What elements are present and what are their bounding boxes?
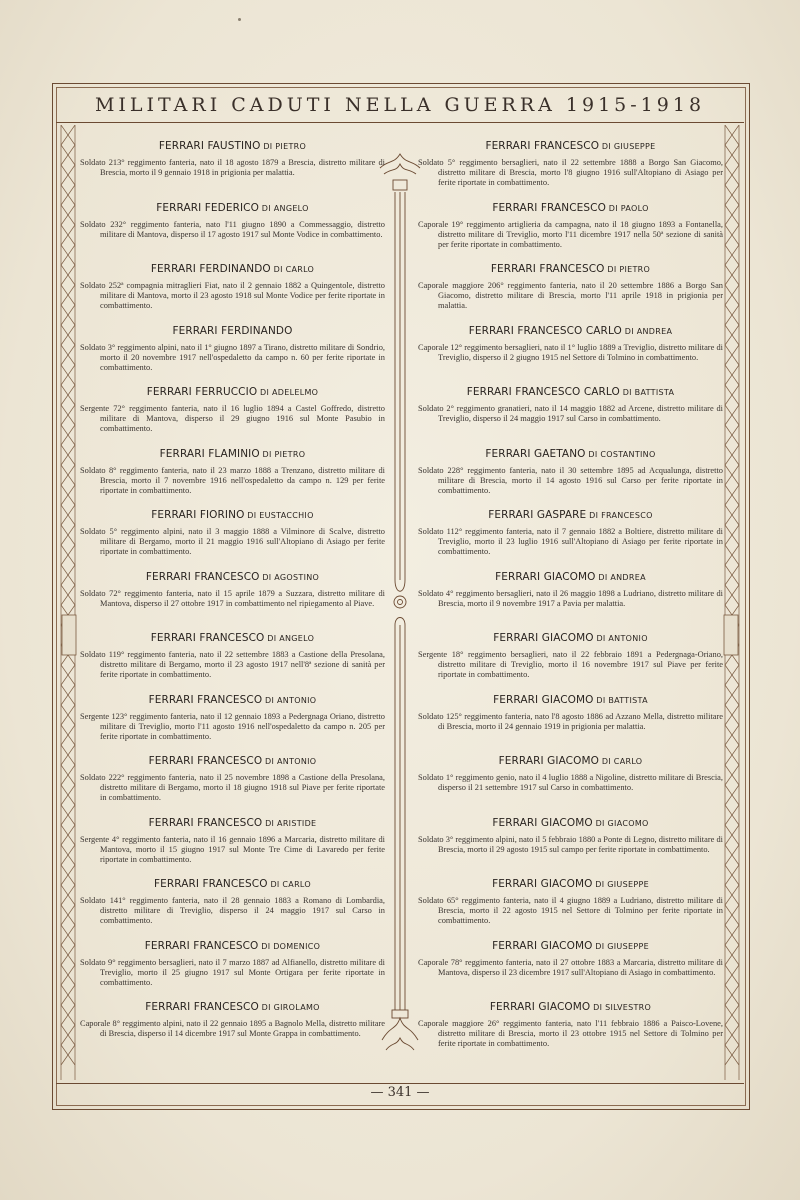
soldier-name — [80, 817, 385, 829]
soldier-entry — [418, 694, 723, 732]
soldier-entry — [418, 1001, 723, 1049]
soldier-name — [80, 878, 385, 890]
soldier-record-text — [418, 343, 723, 363]
soldier-record-text — [80, 650, 385, 680]
soldier-patronym: DI PAOLO — [605, 203, 649, 213]
soldier-name — [418, 386, 723, 398]
soldier-surname-given: FERRARI FRANCESCO — [485, 140, 600, 152]
soldier-record-text — [418, 589, 723, 609]
soldier-record-text — [418, 527, 723, 557]
soldier-entry — [80, 694, 385, 742]
soldier-entry — [80, 755, 385, 803]
soldier-name — [418, 571, 723, 583]
soldier-record-body: Soldato 2° reggimento granatieri, nato il 14 maggio 1882 ad Arcene, distretto militare di Treviglio, disperso il 24 maggio 1917 sul Carso in combattimento. — [418, 404, 723, 423]
soldier-record-body: Soldato 72° reggimento fanteria, nato il 15 aprile 1879 a Suzzara, distretto militare di Mantova, disperso il 27 ottobre 1917 in combattimento nel ripiegamento al Piave. — [80, 588, 385, 608]
footer-rule — [56, 1083, 744, 1084]
soldier-surname-given: FERRARI FEDERICO — [156, 201, 259, 214]
soldier-record-body: Soldato 119° reggimento fanteria, nato il 22 settembre 1883 a Castione della Presolana, distretto militare di Bergamo, morto il 23 agosto 1917 nell'8ª sezione di sanità per ferite riportate in combattimento. — [80, 650, 385, 679]
soldier-record-body: Soldato 5° reggimento alpini, nato il 3 maggio 1888 a Vilminore di Scalve, distretto militare di Bergamo, morto il 21 maggio 1916 sull'Altopiano di Asiago per ferite riportate in combattimento. — [80, 527, 385, 556]
soldier-record-body: Sergente 4° reggimento fanteria, nato il 16 gennaio 1896 a Marcaria, distretto militare di Mantova, morto il 15 giugno 1917 sul Monte Tre Cime di Lavaredo per ferite riportate in combattimento. — [80, 834, 385, 864]
soldier-surname-given: FERRARI FRANCESCO — [490, 263, 605, 275]
soldier-record-text — [418, 1019, 723, 1049]
soldier-record-body: Soldato 125° reggimento fanteria, nato l'8 agosto 1886 ad Azzano Mella, distretto militare di Brescia, morto il 24 gennaio 1919 in prigionia per malattia. — [418, 711, 723, 731]
soldier-name — [80, 386, 385, 398]
soldier-surname-given: FERRARI FERDINANDO — [172, 324, 293, 337]
soldier-surname-given: FERRARI FRANCESCO — [153, 878, 268, 890]
soldier-surname-given: FERRARI FRANCESCO — [144, 939, 259, 952]
soldier-surname-given: FERRARI FERRUCCIO — [146, 386, 258, 398]
soldier-entry — [418, 448, 723, 496]
soldier-patronym: DI FRANCESCO — [586, 511, 653, 520]
title-rule — [56, 122, 744, 123]
soldier-surname-given: FERRARI FAUSTINO — [158, 140, 261, 152]
soldier-record-text — [80, 958, 385, 988]
soldier-name — [80, 694, 385, 706]
soldier-patronym: DI GIACOMO — [592, 818, 649, 828]
soldier-surname-given: FERRARI FRANCESCO — [148, 816, 263, 829]
soldier-patronym: DI ARISTIDE — [262, 818, 317, 828]
soldier-record-text — [80, 773, 385, 803]
soldier-entry — [418, 263, 723, 311]
soldier-record-body: Soldato 65° reggimento fanteria, nato il 4 giugno 1889 a Ludriano, distretto militare di Brescia, morto il 22 agosto 1915 nel Settore di Tolmino per ferite riportate in combattimento. — [418, 896, 723, 925]
soldier-surname-given: FERRARI FIORINO — [151, 509, 245, 521]
soldier-name — [418, 1001, 723, 1013]
soldier-record-text — [418, 773, 723, 793]
soldier-name — [80, 140, 385, 152]
soldier-patronym: DI DOMENICO — [258, 941, 321, 951]
soldier-patronym: DI GIUSEPPE — [592, 880, 649, 889]
soldier-record-text — [418, 404, 723, 424]
soldier-surname-given: FERRARI FRANCESCO CARLO — [468, 324, 622, 337]
soldier-surname-given: FERRARI FRANCESCO — [145, 570, 260, 583]
soldier-name — [418, 448, 723, 460]
soldier-patronym: DI CARLO — [270, 265, 315, 274]
soldier-patronym: DI ANTONIO — [262, 757, 317, 766]
soldier-name — [418, 509, 723, 521]
soldier-surname-given: FERRARI FRANCESCO — [492, 201, 606, 214]
soldier-name — [80, 263, 385, 275]
soldier-record-body: Caporale maggiore 206° reggimento fanteria, nato il 20 settembre 1886 a Borgo San Giacomo, distretto militare di Brescia, morto l'11 aprile 1918 in prigionia per malattia. — [418, 281, 723, 310]
soldier-record-text — [418, 650, 723, 680]
soldier-name — [80, 755, 385, 767]
soldier-entry — [418, 632, 723, 680]
soldier-entry — [80, 571, 385, 609]
right-pillar-ornament — [722, 125, 742, 1080]
soldier-entry — [418, 140, 723, 188]
soldier-entry — [418, 817, 723, 855]
soldier-surname-given: FERRARI FRANCESCO — [145, 1001, 259, 1013]
soldier-record-body: Sergente 72° reggimento fanteria, nato il 16 luglio 1894 a Castel Goffredo, distretto militare di Mantova, disperso il 29 giugno 1916 sul Monte Pasubio in combattimento. — [80, 404, 385, 433]
soldier-name — [418, 755, 723, 767]
soldier-name — [80, 1001, 385, 1013]
soldier-name — [418, 878, 723, 890]
soldier-patronym: DI GIUSEPPE — [599, 142, 656, 151]
soldier-surname-given: FERRARI GIACOMO — [489, 1001, 591, 1013]
soldier-record-text — [418, 835, 723, 855]
soldier-record-text — [80, 220, 385, 240]
soldier-record-body: Caporale 19° reggimento artiglieria da campagna, nato il 18 giugno 1893 a Fontanella, distretto militare di Treviglio, morto l'11 dicembre 1917 nella 50ª sezione di sanità per ferite riportate in combattimento. — [418, 219, 723, 249]
soldier-name — [418, 694, 723, 706]
soldier-surname-given: FERRARI GIACOMO — [493, 693, 594, 706]
soldier-entry — [418, 325, 723, 363]
soldier-record-body: Sergente 18° reggimento bersaglieri, nato il 22 febbraio 1891 a Pedergnaga-Oriano, distretto militare di Treviglio, morto il 16 novembre 1917 sul Piave per ferite riportate in combattimento. — [418, 650, 723, 679]
soldier-name — [80, 940, 385, 952]
soldier-surname-given: FERRARI FRANCESCO CARLO — [466, 386, 620, 398]
paper-speck — [238, 18, 241, 21]
left-pillar-ornament — [58, 125, 78, 1080]
soldier-record-body: Soldato 213° reggimento fanteria, nato il 18 agosto 1879 a Brescia, distretto militare di Brescia, morto il 9 gennaio 1918 in prigionia per malattia. — [80, 158, 385, 177]
soldier-record-text — [418, 158, 723, 188]
soldier-record-body: Soldato 222° reggimento fanteria, nato il 25 novembre 1898 a Castione della Presolana, distretto militare di Bergamo, morto il 18 giugno 1918 sul Piave per ferite riportate in combattimento. — [80, 773, 385, 802]
soldier-surname-given: FERRARI FRANCESCO — [148, 693, 263, 706]
soldier-record-text — [80, 404, 385, 434]
soldier-record-text — [80, 835, 385, 865]
soldier-name — [418, 940, 723, 952]
soldier-name — [80, 448, 385, 460]
page-number: — 341 — — [370, 1085, 430, 1100]
soldier-entry — [418, 878, 723, 926]
soldier-patronym: DI AGOSTINO — [259, 572, 320, 582]
soldier-entry — [80, 1001, 385, 1039]
soldier-name — [80, 632, 385, 644]
soldier-record-body: Soldato 112° reggimento fanteria, nato il 7 gennaio 1882 a Boltiere, distretto militare di Treviglio, morto il 23 luglio 1916 sull'Altopiano di Asiago per ferite riportate in combattimento. — [418, 527, 723, 556]
soldier-patronym: DI ADELELMO — [257, 388, 319, 397]
soldier-patronym: DI ANDREA — [595, 572, 646, 582]
soldier-name — [418, 632, 723, 644]
soldier-entry — [80, 632, 385, 680]
soldier-entry — [80, 325, 385, 373]
soldier-name — [80, 571, 385, 583]
soldier-record-body: Soldato 5° reggimento bersaglieri, nato il 22 settembre 1888 a Borgo San Giacomo, distretto militare di Brescia, morto l'8 giugno 1916 sull'Altopiano di Asiago per ferite riportate in combattimento. — [418, 158, 723, 187]
soldier-record-body: Soldato 3° reggimento alpini, nato il 5 febbraio 1880 a Ponte di Legno, distretto militare di Brescia, morto il 29 agosto 1915 sul campo per ferite riportate in combattimento. — [418, 834, 723, 854]
soldier-name — [80, 509, 385, 521]
soldier-entry — [80, 263, 385, 311]
soldier-patronym: DI ANTONIO — [593, 634, 648, 643]
soldier-surname-given: FERRARI FERDINANDO — [150, 263, 271, 275]
soldier-record-body: Caporale 12° reggimento bersaglieri, nato il 1° luglio 1889 a Treviglio, distretto militare di Treviglio, disperso il 2 giugno 1915 nel Settore di Tolmino in combattimento. — [418, 342, 723, 362]
soldier-patronym: DI ANGELO — [264, 634, 315, 643]
soldier-entry — [80, 140, 385, 178]
soldier-record-text — [80, 589, 385, 609]
soldier-record-text — [418, 466, 723, 496]
soldier-entry — [418, 571, 723, 609]
soldier-surname-given: FERRARI GIACOMO — [492, 939, 593, 952]
soldier-surname-given: FERRARI GIACOMO — [492, 878, 593, 890]
soldier-record-text — [80, 712, 385, 742]
soldier-record-text — [418, 958, 723, 978]
soldier-entry — [80, 509, 385, 557]
soldier-surname-given: FERRARI GASPARE — [488, 509, 587, 521]
soldier-record-body: Soldato 8° reggimento fanteria, nato il 23 marzo 1888 a Trenzano, distretto militare di Brescia, morto il 7 novembre 1916 nell'ospedaletto da campo n. 129 per ferite riportate in combattimento. — [80, 465, 385, 495]
soldier-surname-given: FERRARI GIACOMO — [492, 816, 593, 829]
soldier-patronym: DI PIETRO — [260, 142, 307, 151]
soldier-surname-given: FERRARI FLAMINIO — [159, 447, 260, 460]
soldier-record-body: Soldato 9° reggimento bersaglieri, nato il 7 marzo 1887 ad Alfianello, distretto militare di Treviglio, morto il 25 giugno 1917 sul Monte Ortigara per ferite riportate in combattimento. — [80, 957, 385, 987]
soldier-record-body: Soldato 228° reggimento fanteria, nato il 30 settembre 1895 ad Acqualunga, distretto militare di Brescia, morto il 14 agosto 1916 sul Carso per ferite riportate in combattimento. — [418, 465, 723, 495]
soldier-record-text — [80, 281, 385, 311]
soldier-record-text — [80, 896, 385, 926]
soldier-record-body: Caporale 8° reggimento alpini, nato il 22 gennaio 1895 a Bagnolo Mella, distretto militare di Brescia, disperso il 14 dicembre 1917 sul Monte Grappa in combattimento. — [80, 1019, 385, 1038]
soldier-entry — [418, 755, 723, 793]
soldier-patronym: DI GIUSEPPE — [592, 941, 649, 951]
soldier-patronym: DI SILVESTRO — [590, 1003, 652, 1012]
page-title: MILITARI CADUTI NELLA GUERRA 1915-1918 — [94, 94, 706, 116]
soldier-patronym: DI GIROLAMO — [258, 1003, 320, 1012]
soldier-record-text — [418, 712, 723, 732]
soldier-surname-given: FERRARI FRANCESCO — [148, 755, 263, 767]
soldier-entry — [80, 386, 385, 434]
soldier-entry — [80, 940, 385, 988]
soldier-entry — [80, 817, 385, 865]
soldier-surname-given: FERRARI GAETANO — [485, 447, 586, 460]
soldier-entry — [418, 202, 723, 250]
soldier-record-body: Soldato 252ª compagnia mitraglieri Fiat, nato il 2 gennaio 1882 a Quingentole, distretto militare di Mantova, morto il 23 agosto 1918 sul Monte Vodice per ferite riportate in combattimento. — [80, 281, 385, 310]
soldier-record-text — [80, 466, 385, 496]
soldier-surname-given: FERRARI GIACOMO — [498, 755, 599, 767]
soldier-patronym: DI BATTISTA — [593, 695, 648, 705]
soldier-patronym: DI ANGELO — [258, 203, 309, 213]
soldier-record-body: Caporale maggiore 26° reggimento fanteria, nato l'11 febbraio 1886 a Paisco-Lovene, distretto militare di Brescia, morto il 23 ottobre 1915 nel Settore di Tolmino per ferite riportate in combattimento. — [418, 1019, 723, 1048]
soldier-entry — [418, 386, 723, 424]
soldier-name — [80, 202, 385, 214]
soldier-entry — [418, 509, 723, 557]
soldier-entry — [80, 448, 385, 496]
soldier-patronym: DI BATTISTA — [619, 388, 675, 397]
soldier-name — [80, 325, 385, 337]
soldier-record-text — [80, 343, 385, 373]
soldier-name — [418, 325, 723, 337]
soldier-record-body: Soldato 141° reggimento fanteria, nato il 28 gennaio 1883 a Romano di Lombardia, distretto militare di Treviglio, disperso il 24 maggio 1917 sul Carso in combattimento. — [80, 896, 385, 925]
soldier-surname-given: FERRARI GIACOMO — [493, 632, 594, 644]
soldier-name — [418, 263, 723, 275]
soldier-surname-given: FERRARI FRANCESCO — [150, 632, 265, 644]
soldier-name — [418, 817, 723, 829]
soldier-record-text — [418, 281, 723, 311]
soldier-record-text — [418, 220, 723, 250]
soldier-entry — [80, 202, 385, 240]
soldier-patronym: DI PIETRO — [259, 449, 306, 459]
soldier-patronym: DI CARLO — [599, 757, 643, 766]
soldier-record-body: Soldato 1° reggimento genio, nato il 4 luglio 1888 a Nigoline, distretto militare di Brescia, disperso il 21 settembre 1917 sul Carso in combattimento. — [418, 773, 723, 792]
soldier-record-body: Caporale 78° reggimento fanteria, nato il 27 ottobre 1883 a Marcaria, distretto militare di Mantova, disperso il 23 dicembre 1917 sull'Altopiano di Asiago in combattimento. — [418, 957, 723, 977]
soldier-patronym: DI ANDREA — [621, 326, 673, 336]
soldier-record-text — [80, 158, 385, 178]
soldier-patronym: DI EUSTACCHIO — [244, 511, 314, 520]
soldier-patronym: DI ANTONIO — [262, 695, 317, 705]
soldier-patronym: DI PIETRO — [604, 265, 651, 274]
soldier-entry — [418, 940, 723, 978]
soldier-entry — [80, 878, 385, 926]
soldier-record-body: Soldato 3° reggimento alpini, nato il 1° giugno 1897 a Tirano, distretto militare di Sondrio, morto il 20 novembre 1917 nell'ospedaletto da campo n. 60 per ferite riportate in combattimento. — [80, 342, 385, 372]
soldier-record-text — [80, 1019, 385, 1039]
soldier-record-body: Soldato 232° reggimento fanteria, nato l'11 giugno 1890 a Commessaggio, distretto militare di Mantova, disperso il 17 agosto 1917 sul Monte Vodice in combattimento. — [80, 219, 385, 239]
soldier-name — [418, 202, 723, 214]
soldier-patronym: DI CARLO — [267, 880, 312, 889]
soldier-record-body: Sergente 123° reggimento fanteria, nato il 12 gennaio 1893 a Pedergnaga Oriano, distretto militare di Treviglio, morto l'11 agosto 1916 nell'ospedaletto da campo n. 205 per ferite riportate in combattimento. — [80, 711, 385, 741]
soldier-surname-given: FERRARI GIACOMO — [495, 570, 596, 583]
soldier-record-text — [80, 527, 385, 557]
soldier-record-text — [418, 896, 723, 926]
soldier-name — [418, 140, 723, 152]
soldier-record-body: Soldato 4° reggimento bersaglieri, nato il 26 maggio 1898 a Ludriano, distretto militare di Brescia, morto il 9 novembre 1917 a Pavia per malattia. — [418, 588, 723, 608]
soldier-patronym: DI COSTANTINO — [585, 449, 656, 459]
